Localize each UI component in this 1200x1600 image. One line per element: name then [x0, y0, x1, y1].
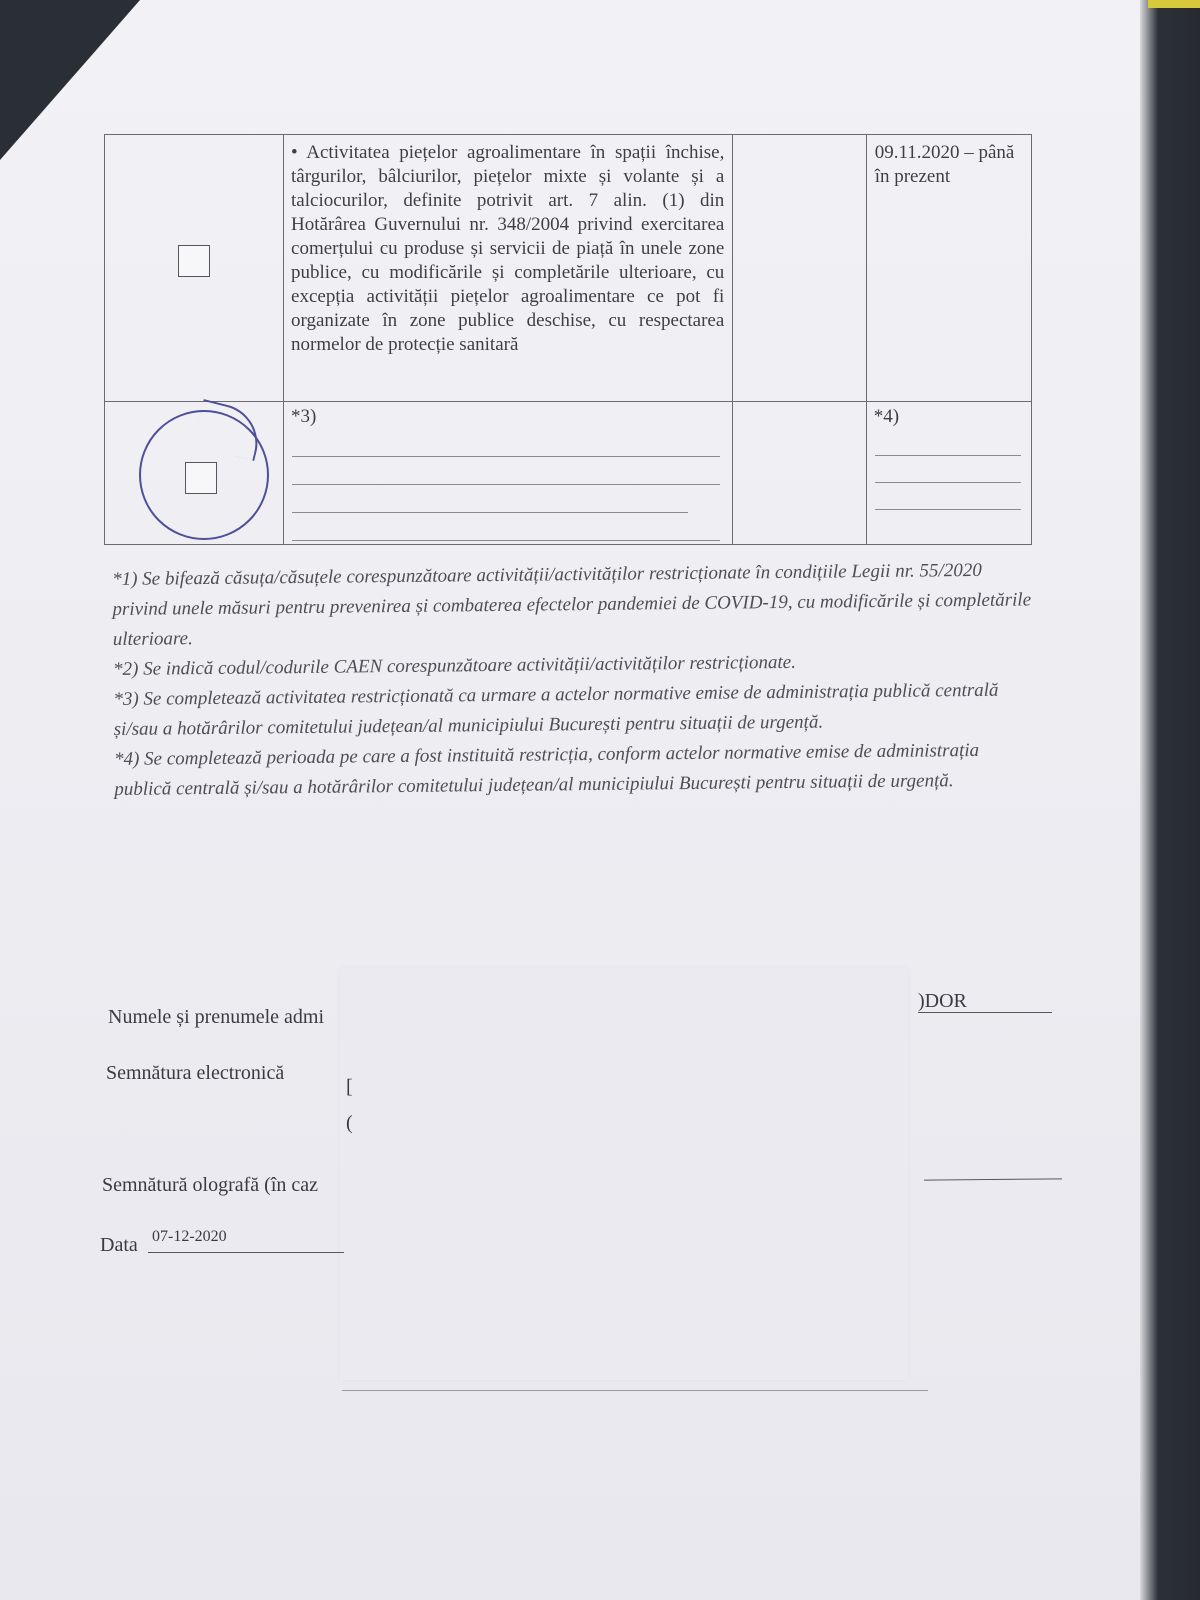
electronic-signature-label: Semnătura electronică [106, 1062, 285, 1084]
table-row [105, 402, 1032, 545]
activity-checkbox[interactable] [178, 245, 210, 277]
activity-table [104, 134, 1032, 545]
bullet: • [291, 142, 298, 163]
blank-line [292, 513, 720, 541]
other-activity-cell [284, 402, 733, 545]
electronic-fragment: [ [346, 1076, 353, 1098]
caen-cell [733, 402, 866, 545]
period-value: 09.11.2020 – până în prezent [874, 142, 1015, 187]
checkbox-cell [105, 402, 284, 545]
checkbox-cell [105, 135, 284, 402]
signature-line [342, 1390, 928, 1391]
caen-cell [733, 135, 866, 402]
footnote-4: *4) Se completează perioada pe care a fost instituită restricția, conform actelor normative emise de administrația publică centrală și/sau a hotărârilor comitetului județean/al municipiului București pentru situații de urgență. [113, 739, 980, 800]
footnote-ref-3: *3) [291, 406, 317, 427]
name-label: Numele și prenumele admi [108, 1006, 325, 1028]
name-underline [918, 1012, 1052, 1013]
footnote-3: *3) Se completează activitatea restricționată ca urmare a actelor normative emise de administrația publică centrală și/sau a hotărârilor comitetului județean/al municipiului București pentru situații de urgență. [113, 679, 999, 740]
table-row [105, 135, 1032, 402]
date-underline [148, 1252, 344, 1253]
yellow-tab [1148, 0, 1200, 8]
other-activity-checkbox[interactable] [185, 462, 217, 494]
name-value-fragment: )DOR [918, 990, 967, 1012]
date-label: Data [100, 1234, 138, 1256]
electronic-fragment: ( [346, 1112, 353, 1134]
period-cell [866, 135, 1031, 402]
olograph-signature-label: Semnătură olografă (în caz [102, 1174, 319, 1196]
activity-description-cell [284, 135, 733, 402]
footnote-2: *2) Se indică codul/codurile CAEN corespunzătoare activității/activităților restricționate. [112, 651, 797, 680]
sheet-edge-shadow [1140, 0, 1200, 1600]
footnote-ref-4: *4) [873, 406, 900, 427]
blank-line [292, 429, 720, 457]
activity-description: Activitatea piețelor agroalimentare în spații închise, târgurilor, bâlciurilor, piețelor mixte și volante și a talciocurilor, definite potrivit art. 7 alin. (1) din Hotărârea Guvernului nr. 348/2004 privind exercitarea comerțului cu produse și servicii de piață în unele zone publice, cu modificările și completările ulterioare, cu excepția activității piețelor agroalimentare ce pot fi organizate în zone publice deschise, cu respectarea normelor de protecție sanitară [291, 142, 725, 355]
footnotes [112, 555, 1034, 805]
blank-line [875, 483, 1021, 510]
footnote-1: *1) Se bifează căsuța/căsuțele corespunzătoare activității/activităților restricționate în condițiile Legii nr. 55/2020 privind unele măsuri pentru prevenirea și combaterea efectelor pandemiei de COVID-19, cu modificările și completările ulterioare. [112, 559, 1032, 650]
date-value: 07-12-2020 [152, 1228, 227, 1245]
redacted-area [340, 968, 908, 1380]
blank-line [292, 485, 688, 513]
blank-line [875, 429, 1021, 456]
blank-line [875, 456, 1021, 483]
other-period-cell [866, 402, 1031, 545]
blank-line [292, 457, 720, 485]
